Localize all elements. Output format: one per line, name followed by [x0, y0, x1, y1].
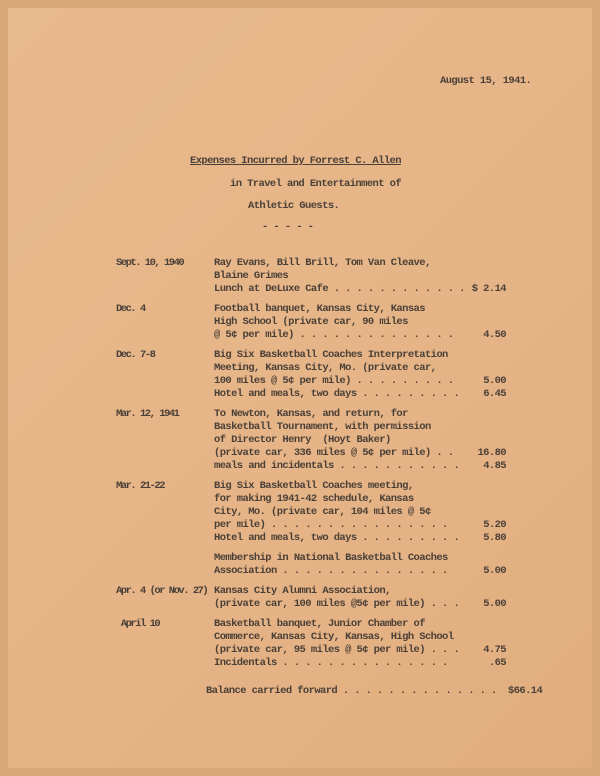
expense-entry [116, 585, 506, 611]
expense-entry [116, 257, 506, 296]
entry-line [214, 618, 506, 631]
entry-line [214, 257, 506, 270]
entry-date: Dec. 4 [116, 303, 145, 315]
expense-entry [116, 618, 506, 670]
entry-description: meals and incidentals . . . . . . . . . . . [214, 460, 460, 472]
expense-entry [116, 408, 506, 473]
entry-line [214, 657, 506, 670]
document-subtitle-2: Athletic Guests. [248, 200, 340, 212]
entry-description: High School (private car, 90 miles [214, 316, 408, 328]
entry-date: Mar. 21-22 [116, 480, 165, 492]
expense-entry [116, 552, 506, 578]
entry-amount: 4.85 [483, 460, 506, 472]
entry-line [214, 362, 506, 375]
entry-amount: 16.80 [477, 447, 506, 459]
entry-line [214, 532, 506, 545]
entry-line [214, 434, 506, 447]
entry-amount: 5.80 [483, 532, 506, 544]
entry-line [214, 552, 506, 565]
entry-description: Big Six Basketball Coaches Interpretation [214, 349, 448, 361]
balance-amount: $66.14 [508, 685, 543, 697]
entry-description: Incidentals . . . . . . . . . . . . . . . [214, 657, 448, 669]
entry-line [214, 349, 506, 362]
entry-description: Kansas City Alumni Association, [214, 585, 391, 597]
entry-amount: $ 2.14 [471, 283, 506, 295]
entry-line [214, 270, 506, 283]
document-date: August 15, 1941. [440, 75, 532, 87]
entry-date: Mar. 12, 1941 [116, 408, 179, 420]
entry-line [214, 460, 506, 473]
expense-list [116, 257, 506, 677]
entry-date: April 10 [116, 618, 160, 630]
entry-line [214, 329, 506, 342]
entry-amount: 5.00 [483, 598, 506, 610]
entry-description: Hotel and meals, two days . . . . . . . . . [214, 388, 460, 400]
balance-label: Balance carried forward . . . . . . . . . . . . . . [206, 685, 497, 697]
entry-description: Meeting, Kansas City, Mo. (private car, [214, 362, 437, 374]
entry-line [214, 375, 506, 388]
entry-line [214, 421, 506, 434]
entry-description: (private car, 100 miles @5¢ per mile) . . . [214, 598, 460, 610]
entry-description: for making 1941-42 schedule, Kansas [214, 493, 414, 505]
entry-description: Membership in National Basketball Coaches [214, 552, 448, 564]
entry-line [214, 283, 506, 296]
entry-amount: 5.00 [483, 375, 506, 387]
expense-entry [116, 349, 506, 401]
entry-line [214, 316, 506, 329]
entry-line [214, 631, 506, 644]
entry-line [214, 388, 506, 401]
document-page [8, 8, 592, 768]
entry-amount: 4.50 [483, 329, 506, 341]
entry-amount: 4.75 [483, 644, 506, 656]
entry-line [214, 480, 506, 493]
entry-description: Football banquet, Kansas City, Kansas [214, 303, 425, 315]
entry-line [214, 447, 506, 460]
entry-description: To Newton, Kansas, and return, for [214, 408, 408, 420]
entry-description: (private car, 336 miles @ 5¢ per mile) . . [214, 447, 454, 459]
entry-description: Blaine Grimes [214, 270, 289, 282]
expense-entry [116, 303, 506, 342]
entry-description: of Director Henry (Hoyt Baker) [214, 434, 391, 446]
entry-description: Big Six Basketball Coaches meeting, [214, 480, 414, 492]
entry-description: Basketball banquet, Junior Chamber of [214, 618, 425, 630]
expense-entry [116, 480, 506, 545]
entry-line [214, 519, 506, 532]
entry-description: City, Mo. (private car, 104 miles @ 5¢ [214, 506, 431, 518]
entry-line [214, 644, 506, 657]
entry-line [214, 303, 506, 316]
entry-amount: 5.20 [483, 519, 506, 531]
entry-description: @ 5¢ per mile) . . . . . . . . . . . . . . [214, 329, 454, 341]
entry-description: Lunch at DeLuxe Cafe . . . . . . . . . . . . [214, 283, 465, 295]
entry-description: Ray Evans, Bill Brill, Tom Van Cleave, [214, 257, 431, 269]
entry-description: Basketball Tournament, with permission [214, 421, 431, 433]
entry-description: (private car, 95 miles @ 5¢ per mile) . . . [214, 644, 460, 656]
entry-line [214, 408, 506, 421]
entry-line [214, 598, 506, 611]
entry-description: per mile) . . . . . . . . . . . . . . . . [214, 519, 448, 531]
separator-dashes: - - - - - [262, 221, 314, 233]
entry-date: Apr. 4 (or Nov. 27) [116, 585, 208, 597]
document-title: Expenses Incurred by Forrest C. Allen [190, 155, 401, 167]
entry-description: Commerce, Kansas City, Kansas, High School [214, 631, 454, 643]
entry-line [214, 565, 506, 578]
entry-line [214, 493, 506, 506]
entry-line [214, 506, 506, 519]
entry-description: 100 miles @ 5¢ per mile) . . . . . . . . . [214, 375, 454, 387]
entry-amount: .65 [488, 657, 506, 669]
entry-line [214, 585, 506, 598]
entry-date: Dec. 7-8 [116, 349, 155, 361]
entry-description: Hotel and meals, two days . . . . . . . . . [214, 532, 460, 544]
entry-amount: 6.45 [483, 388, 506, 400]
document-subtitle: in Travel and Entertainment of [230, 178, 402, 190]
entry-date: Sept. 10, 1940 [116, 257, 184, 269]
entry-amount: 5.00 [483, 565, 506, 577]
entry-description: Association . . . . . . . . . . . . . . . [214, 565, 448, 577]
